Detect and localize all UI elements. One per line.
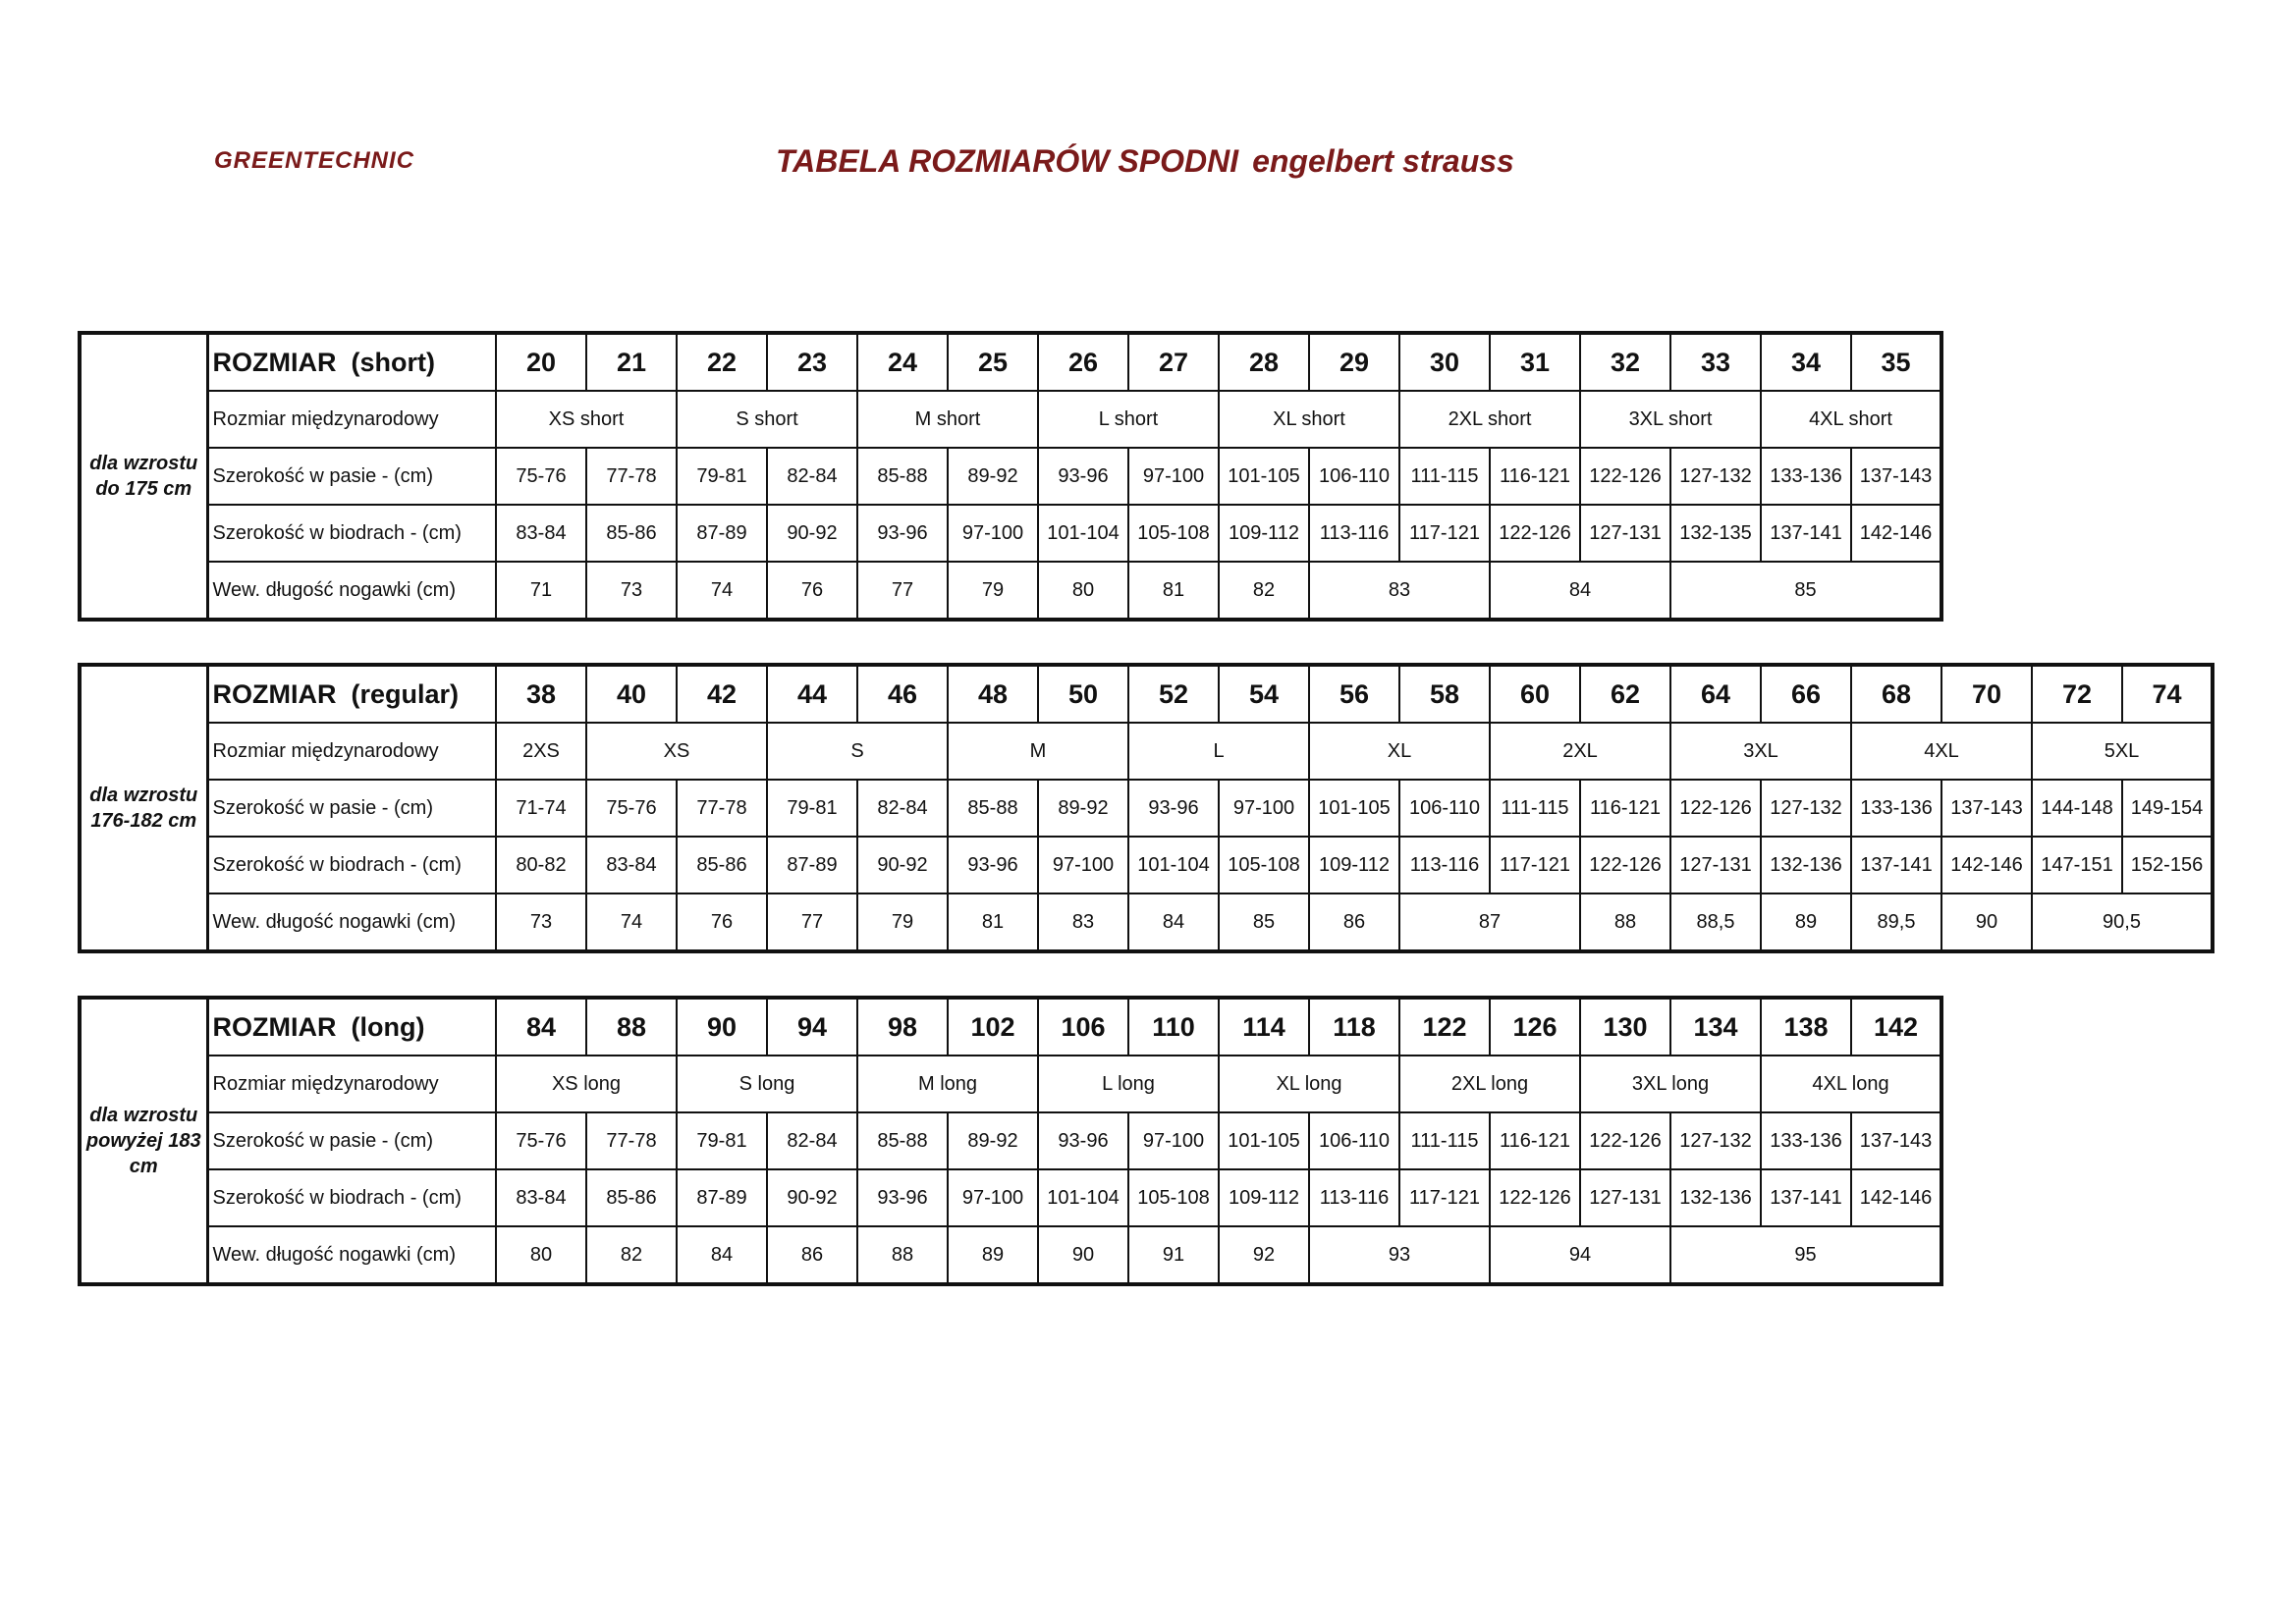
- table-cell: 127-131: [1580, 505, 1670, 562]
- table-cell: 86: [767, 1226, 857, 1284]
- table-cell: 97-100: [1219, 780, 1309, 837]
- table-cell: 109-112: [1219, 505, 1309, 562]
- table-row: [80, 723, 2213, 780]
- table-cell: 88: [1580, 893, 1670, 951]
- title-brand: engelbert strauss: [1252, 143, 1514, 179]
- size-number-cell: 31: [1490, 333, 1580, 391]
- table-row: [80, 1226, 1941, 1284]
- size-number-cell: 26: [1038, 333, 1128, 391]
- table-cell: 101-104: [1038, 505, 1128, 562]
- size-number-cell: 58: [1399, 665, 1490, 723]
- table-cell: 109-112: [1309, 837, 1399, 893]
- table-cell: 77-78: [677, 780, 767, 837]
- size-number-cell: 114: [1219, 998, 1309, 1056]
- table-cell: 2XL short: [1399, 391, 1580, 448]
- table-cell: 101-104: [1038, 1169, 1128, 1226]
- table-cell: 122-126: [1580, 837, 1670, 893]
- table-cell: 116-121: [1580, 780, 1670, 837]
- size-number-cell: 28: [1219, 333, 1309, 391]
- brand-name: GREENTECHNIC: [214, 147, 415, 174]
- size-number-cell: 130: [1580, 998, 1670, 1056]
- table-cell: 85: [1670, 562, 1941, 620]
- table-cell: 92: [1219, 1226, 1309, 1284]
- table-cell: 75-76: [496, 448, 586, 505]
- table-cell: 93: [1309, 1226, 1490, 1284]
- table-cell: 97-100: [1128, 448, 1219, 505]
- table-cell: 91: [1128, 1226, 1219, 1284]
- table-cell: 88: [857, 1226, 948, 1284]
- table-cell: 89: [1761, 893, 1851, 951]
- table-cell: M short: [857, 391, 1038, 448]
- table-cell: 90-92: [857, 837, 948, 893]
- table-cell: 147-151: [2032, 837, 2122, 893]
- table-cell: 95: [1670, 1226, 1941, 1284]
- table-cell: 80: [1038, 562, 1128, 620]
- size-number-cell: 68: [1851, 665, 1941, 723]
- size-number-cell: 34: [1761, 333, 1851, 391]
- table-cell: 94: [1490, 1226, 1670, 1284]
- table-cell: 113-116: [1399, 837, 1490, 893]
- table-cell: 137-143: [1941, 780, 2032, 837]
- table-cell: L: [1128, 723, 1309, 780]
- table-cell: 144-148: [2032, 780, 2122, 837]
- size-number-cell: 29: [1309, 333, 1399, 391]
- table-cell: 84: [1490, 562, 1670, 620]
- size-header-label: ROZMIAR (short): [207, 333, 496, 391]
- table-cell: 137-143: [1851, 1112, 1941, 1169]
- table-cell: 105-108: [1128, 505, 1219, 562]
- table-row: [80, 505, 1941, 562]
- size-number-cell: 74: [2122, 665, 2213, 723]
- table-cell: 93-96: [857, 505, 948, 562]
- table-cell: 85-86: [586, 1169, 677, 1226]
- size-number-cell: 32: [1580, 333, 1670, 391]
- height-range-label: dla wzrostu do 175 cm: [80, 333, 207, 620]
- table-cell: 113-116: [1309, 1169, 1399, 1226]
- table-cell: 133-136: [1851, 780, 1941, 837]
- table-cell: 149-154: [2122, 780, 2213, 837]
- height-range-label: dla wzrostu 176-182 cm: [80, 665, 207, 951]
- table-cell: 133-136: [1761, 448, 1851, 505]
- size-number-cell: 102: [948, 998, 1038, 1056]
- table-cell: 106-110: [1399, 780, 1490, 837]
- row-label: Wew. długość nogawki (cm): [207, 562, 496, 620]
- table-cell: 90: [1038, 1226, 1128, 1284]
- table-cell: 79-81: [767, 780, 857, 837]
- table-cell: 83: [1038, 893, 1128, 951]
- row-label: Wew. długość nogawki (cm): [207, 1226, 496, 1284]
- table-cell: 97-100: [1038, 837, 1128, 893]
- table-cell: 90,5: [2032, 893, 2213, 951]
- table-row: [80, 562, 1941, 620]
- size-number-cell: 110: [1128, 998, 1219, 1056]
- table-cell: 71: [496, 562, 586, 620]
- size-number-cell: 20: [496, 333, 586, 391]
- table-cell: 101-105: [1309, 780, 1399, 837]
- row-label: Rozmiar międzynarodowy: [207, 1056, 496, 1112]
- table-cell: XS long: [496, 1056, 677, 1112]
- table-row: [80, 837, 2213, 893]
- table-cell: 101-105: [1219, 1112, 1309, 1169]
- table-cell: 85-86: [586, 505, 677, 562]
- table-cell: S: [767, 723, 948, 780]
- table-cell: 90: [1941, 893, 2032, 951]
- table-cell: 127-132: [1670, 1112, 1761, 1169]
- table-cell: 79-81: [677, 1112, 767, 1169]
- table-cell: 106-110: [1309, 1112, 1399, 1169]
- table-cell: 93-96: [1038, 1112, 1128, 1169]
- table-cell: 127-131: [1670, 837, 1761, 893]
- table-cell: 97-100: [948, 505, 1038, 562]
- table-cell: 77-78: [586, 1112, 677, 1169]
- table-cell: 84: [1128, 893, 1219, 951]
- size-number-cell: 42: [677, 665, 767, 723]
- table-cell: 116-121: [1490, 1112, 1580, 1169]
- size-number-cell: 90: [677, 998, 767, 1056]
- size-number-cell: 33: [1670, 333, 1761, 391]
- table-cell: 77-78: [586, 448, 677, 505]
- table-cell: 80-82: [496, 837, 586, 893]
- table-cell: M long: [857, 1056, 1038, 1112]
- table-cell: 137-143: [1851, 448, 1941, 505]
- table-cell: M: [948, 723, 1128, 780]
- table-cell: 79: [857, 893, 948, 951]
- row-label: Rozmiar międzynarodowy: [207, 391, 496, 448]
- table-cell: 85-86: [677, 837, 767, 893]
- size-table-short: [78, 331, 1943, 622]
- table-cell: 122-126: [1490, 1169, 1580, 1226]
- table-row: [80, 1056, 1941, 1112]
- table-cell: 5XL: [2032, 723, 2213, 780]
- size-number-cell: 44: [767, 665, 857, 723]
- row-label: Szerokość w biodrach - (cm): [207, 1169, 496, 1226]
- table-row: [80, 391, 1941, 448]
- table-cell: 101-105: [1219, 448, 1309, 505]
- size-number-cell: 126: [1490, 998, 1580, 1056]
- table-cell: 152-156: [2122, 837, 2213, 893]
- table-cell: L long: [1038, 1056, 1219, 1112]
- table-cell: 81: [948, 893, 1038, 951]
- row-label: Szerokość w biodrach - (cm): [207, 505, 496, 562]
- size-number-cell: 62: [1580, 665, 1670, 723]
- size-header-label: ROZMIAR (long): [207, 998, 496, 1056]
- row-label: Wew. długość nogawki (cm): [207, 893, 496, 951]
- table-cell: 89,5: [1851, 893, 1941, 951]
- table-cell: 85-88: [857, 448, 948, 505]
- size-number-cell: 35: [1851, 333, 1941, 391]
- page-title: [776, 143, 1514, 180]
- table-cell: 4XL short: [1761, 391, 1941, 448]
- table-cell: 106-110: [1309, 448, 1399, 505]
- size-number-cell: 84: [496, 998, 586, 1056]
- size-number-cell: 122: [1399, 998, 1490, 1056]
- table-cell: 81: [1128, 562, 1219, 620]
- size-number-cell: 64: [1670, 665, 1761, 723]
- table-cell: 2XL long: [1399, 1056, 1580, 1112]
- table-cell: 90-92: [767, 505, 857, 562]
- table-cell: 137-141: [1761, 505, 1851, 562]
- table-cell: 116-121: [1490, 448, 1580, 505]
- table-cell: 3XL: [1670, 723, 1851, 780]
- row-label: Szerokość w pasie - (cm): [207, 448, 496, 505]
- table-cell: 4XL: [1851, 723, 2032, 780]
- size-header-row: [80, 333, 1941, 391]
- table-cell: 122-126: [1670, 780, 1761, 837]
- table-row: [80, 780, 2213, 837]
- table-cell: 3XL long: [1580, 1056, 1761, 1112]
- table-cell: S short: [677, 391, 857, 448]
- table-cell: 3XL short: [1580, 391, 1761, 448]
- table-cell: XS short: [496, 391, 677, 448]
- table-cell: 93-96: [948, 837, 1038, 893]
- table-cell: 82: [1219, 562, 1309, 620]
- title-main: TABELA ROZMIARÓW SPODNI: [776, 143, 1239, 179]
- table-cell: 82-84: [857, 780, 948, 837]
- table-cell: 137-141: [1851, 837, 1941, 893]
- row-label: Rozmiar międzynarodowy: [207, 723, 496, 780]
- size-number-cell: 23: [767, 333, 857, 391]
- table-cell: 75-76: [496, 1112, 586, 1169]
- table-cell: 74: [677, 562, 767, 620]
- table-cell: 77: [767, 893, 857, 951]
- size-header-row: [80, 998, 1941, 1056]
- table-cell: 117-121: [1399, 1169, 1490, 1226]
- table-cell: 2XL: [1490, 723, 1670, 780]
- table-cell: 75-76: [586, 780, 677, 837]
- size-table-regular: [78, 663, 2214, 953]
- table-cell: 97-100: [948, 1169, 1038, 1226]
- table-cell: 111-115: [1399, 448, 1490, 505]
- table-cell: 74: [586, 893, 677, 951]
- table-cell: 83-84: [496, 1169, 586, 1226]
- table-cell: 127-131: [1580, 1169, 1670, 1226]
- size-number-cell: 30: [1399, 333, 1490, 391]
- table-cell: 132-135: [1670, 505, 1761, 562]
- table-cell: 127-132: [1761, 780, 1851, 837]
- table-cell: 89-92: [948, 1112, 1038, 1169]
- table-cell: 73: [496, 893, 586, 951]
- table-cell: 132-136: [1761, 837, 1851, 893]
- size-number-cell: 48: [948, 665, 1038, 723]
- table-cell: XL short: [1219, 391, 1399, 448]
- table-cell: 93-96: [1038, 448, 1128, 505]
- table-cell: 122-126: [1580, 1112, 1670, 1169]
- table-cell: 83: [1309, 562, 1490, 620]
- table-cell: 83-84: [586, 837, 677, 893]
- table-cell: 89: [948, 1226, 1038, 1284]
- table-cell: XS: [586, 723, 767, 780]
- table-cell: 86: [1309, 893, 1399, 951]
- table-cell: 127-132: [1670, 448, 1761, 505]
- size-number-cell: 22: [677, 333, 767, 391]
- table-cell: 76: [767, 562, 857, 620]
- size-number-cell: 118: [1309, 998, 1399, 1056]
- table-cell: 85-88: [948, 780, 1038, 837]
- size-number-cell: 27: [1128, 333, 1219, 391]
- table-cell: 97-100: [1128, 1112, 1219, 1169]
- table-cell: 82: [586, 1226, 677, 1284]
- table-cell: 111-115: [1490, 780, 1580, 837]
- table-cell: 84: [677, 1226, 767, 1284]
- size-number-cell: 138: [1761, 998, 1851, 1056]
- table-cell: 101-104: [1128, 837, 1219, 893]
- table-cell: 137-141: [1761, 1169, 1851, 1226]
- table-cell: 85: [1219, 893, 1309, 951]
- table-cell: 89-92: [1038, 780, 1128, 837]
- table-cell: 142-146: [1941, 837, 2032, 893]
- size-number-cell: 25: [948, 333, 1038, 391]
- table-cell: 105-108: [1219, 837, 1309, 893]
- size-header-row: [80, 665, 2213, 723]
- table-cell: 82-84: [767, 448, 857, 505]
- size-number-cell: 40: [586, 665, 677, 723]
- table-cell: 85-88: [857, 1112, 948, 1169]
- table-cell: 105-108: [1128, 1169, 1219, 1226]
- table-row: [80, 1112, 1941, 1169]
- table-cell: 117-121: [1399, 505, 1490, 562]
- size-number-cell: 72: [2032, 665, 2122, 723]
- size-number-cell: 56: [1309, 665, 1399, 723]
- table-cell: 80: [496, 1226, 586, 1284]
- table-cell: 88,5: [1670, 893, 1761, 951]
- row-label: Szerokość w pasie - (cm): [207, 780, 496, 837]
- table-row: [80, 893, 2213, 951]
- size-number-cell: 50: [1038, 665, 1128, 723]
- table-cell: 113-116: [1309, 505, 1399, 562]
- table-cell: 77: [857, 562, 948, 620]
- table-cell: 76: [677, 893, 767, 951]
- size-number-cell: 88: [586, 998, 677, 1056]
- height-range-label: dla wzrostu powyżej 183 cm: [80, 998, 207, 1284]
- table-row: [80, 448, 1941, 505]
- table-cell: 79-81: [677, 448, 767, 505]
- table-cell: 93-96: [857, 1169, 948, 1226]
- table-cell: 87-89: [677, 1169, 767, 1226]
- size-number-cell: 66: [1761, 665, 1851, 723]
- table-cell: 122-126: [1490, 505, 1580, 562]
- table-cell: 2XS: [496, 723, 586, 780]
- row-label: Szerokość w biodrach - (cm): [207, 837, 496, 893]
- size-number-cell: 98: [857, 998, 948, 1056]
- table-cell: XL: [1309, 723, 1490, 780]
- table-cell: 111-115: [1399, 1112, 1490, 1169]
- size-number-cell: 38: [496, 665, 586, 723]
- table-cell: 71-74: [496, 780, 586, 837]
- table-cell: 122-126: [1580, 448, 1670, 505]
- size-number-cell: 24: [857, 333, 948, 391]
- size-number-cell: 70: [1941, 665, 2032, 723]
- size-number-cell: 54: [1219, 665, 1309, 723]
- size-header-label: ROZMIAR (regular): [207, 665, 496, 723]
- table-cell: S long: [677, 1056, 857, 1112]
- table-cell: 133-136: [1761, 1112, 1851, 1169]
- table-cell: 4XL long: [1761, 1056, 1941, 1112]
- table-cell: XL long: [1219, 1056, 1399, 1112]
- size-table-long: [78, 996, 1943, 1286]
- table-cell: 82-84: [767, 1112, 857, 1169]
- table-cell: 142-146: [1851, 505, 1941, 562]
- table-cell: 83-84: [496, 505, 586, 562]
- table-cell: 87-89: [767, 837, 857, 893]
- table-cell: 87: [1399, 893, 1580, 951]
- table-cell: L short: [1038, 391, 1219, 448]
- table-cell: 73: [586, 562, 677, 620]
- table-cell: 117-121: [1490, 837, 1580, 893]
- size-number-cell: 106: [1038, 998, 1128, 1056]
- table-cell: 142-146: [1851, 1169, 1941, 1226]
- table-cell: 93-96: [1128, 780, 1219, 837]
- size-number-cell: 52: [1128, 665, 1219, 723]
- size-number-cell: 60: [1490, 665, 1580, 723]
- table-cell: 89-92: [948, 448, 1038, 505]
- table-cell: 109-112: [1219, 1169, 1309, 1226]
- table-cell: 79: [948, 562, 1038, 620]
- table-row: [80, 1169, 1941, 1226]
- size-number-cell: 21: [586, 333, 677, 391]
- table-cell: 132-136: [1670, 1169, 1761, 1226]
- size-number-cell: 142: [1851, 998, 1941, 1056]
- row-label: Szerokość w pasie - (cm): [207, 1112, 496, 1169]
- size-number-cell: 134: [1670, 998, 1761, 1056]
- size-number-cell: 94: [767, 998, 857, 1056]
- size-number-cell: 46: [857, 665, 948, 723]
- table-cell: 90-92: [767, 1169, 857, 1226]
- table-cell: 87-89: [677, 505, 767, 562]
